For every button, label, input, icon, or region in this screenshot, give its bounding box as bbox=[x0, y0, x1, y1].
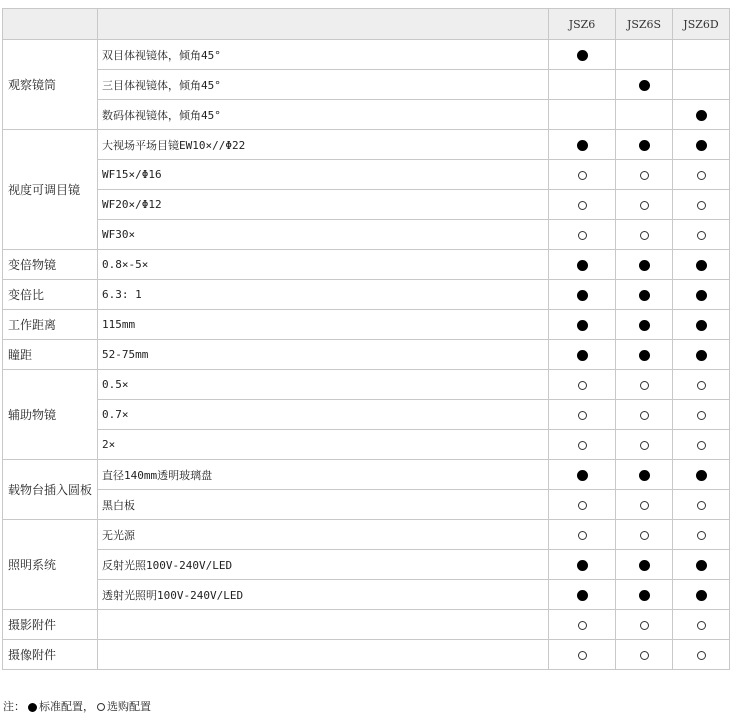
table-row bbox=[3, 490, 730, 520]
item-cell: 6.3: 1 bbox=[98, 280, 549, 310]
filled-circle-icon bbox=[639, 470, 650, 481]
category-cell: 载物台插入圆板 bbox=[3, 460, 98, 520]
item-cell: 0.5× bbox=[98, 370, 549, 400]
filled-circle-icon bbox=[696, 260, 707, 271]
item-cell: 双目体视镜体，倾角45° bbox=[98, 40, 549, 70]
filled-circle-icon bbox=[577, 140, 588, 151]
filled-circle-icon bbox=[639, 350, 650, 361]
mark-cell bbox=[549, 550, 616, 580]
mark-cell bbox=[616, 430, 673, 460]
mark-cell bbox=[616, 280, 673, 310]
header-model-jsz6d: JSZ6D bbox=[673, 9, 730, 40]
hollow-circle-icon bbox=[697, 621, 706, 630]
hollow-circle-icon bbox=[697, 531, 706, 540]
mark-cell bbox=[673, 40, 730, 70]
hollow-circle-icon bbox=[640, 501, 649, 510]
filled-circle-icon bbox=[577, 320, 588, 331]
category-cell: 变倍比 bbox=[3, 280, 98, 310]
mark-cell bbox=[673, 310, 730, 340]
mark-cell bbox=[673, 490, 730, 520]
mark-cell bbox=[673, 370, 730, 400]
mark-cell bbox=[673, 160, 730, 190]
filled-circle-icon bbox=[696, 590, 707, 601]
mark-cell bbox=[616, 580, 673, 610]
item-cell: 数码体视镜体，倾角45° bbox=[98, 100, 549, 130]
mark-cell bbox=[549, 280, 616, 310]
legend-note bbox=[3, 700, 151, 714]
hollow-circle-icon bbox=[697, 651, 706, 660]
mark-cell bbox=[673, 250, 730, 280]
item-cell: 无光源 bbox=[98, 520, 549, 550]
mark-cell bbox=[673, 550, 730, 580]
category-cell: 工作距离 bbox=[3, 310, 98, 340]
hollow-circle-icon bbox=[640, 411, 649, 420]
mark-cell bbox=[616, 250, 673, 280]
filled-circle-icon bbox=[577, 290, 588, 301]
filled-circle-icon bbox=[577, 470, 588, 481]
mark-cell bbox=[549, 220, 616, 250]
table-row bbox=[3, 430, 730, 460]
header-category bbox=[3, 9, 98, 40]
table-row bbox=[3, 70, 730, 100]
filled-circle-icon bbox=[696, 560, 707, 571]
table-row bbox=[3, 610, 730, 640]
category-cell: 变倍物镜 bbox=[3, 250, 98, 280]
mark-cell bbox=[673, 220, 730, 250]
item-cell: 0.7× bbox=[98, 400, 549, 430]
hollow-circle-icon bbox=[640, 381, 649, 390]
mark-cell bbox=[549, 490, 616, 520]
table-row bbox=[3, 520, 730, 550]
table-row bbox=[3, 400, 730, 430]
mark-cell bbox=[673, 460, 730, 490]
hollow-circle-icon bbox=[578, 501, 587, 510]
item-cell: WF30× bbox=[98, 220, 549, 250]
hollow-circle-icon bbox=[578, 411, 587, 420]
filled-circle-icon bbox=[639, 560, 650, 571]
filled-circle-icon bbox=[577, 260, 588, 271]
item-cell bbox=[98, 640, 549, 670]
hollow-circle-icon bbox=[578, 381, 587, 390]
table-row bbox=[3, 250, 730, 280]
category-cell: 摄影附件 bbox=[3, 610, 98, 640]
mark-cell bbox=[549, 70, 616, 100]
legend-standard-label: 标准配置， bbox=[39, 700, 94, 713]
category-cell: 视度可调目镜 bbox=[3, 130, 98, 250]
mark-cell bbox=[673, 100, 730, 130]
mark-cell bbox=[549, 430, 616, 460]
filled-circle-icon bbox=[577, 560, 588, 571]
item-cell: 黑白板 bbox=[98, 490, 549, 520]
category-cell: 照明系统 bbox=[3, 520, 98, 610]
filled-circle-icon bbox=[639, 260, 650, 271]
item-cell: 透射光照明100V-240V/LED bbox=[98, 580, 549, 610]
mark-cell bbox=[549, 580, 616, 610]
hollow-circle-icon bbox=[640, 651, 649, 660]
table-row bbox=[3, 640, 730, 670]
mark-cell bbox=[549, 400, 616, 430]
mark-cell bbox=[616, 220, 673, 250]
hollow-circle-icon bbox=[640, 171, 649, 180]
mark-cell bbox=[673, 130, 730, 160]
item-cell: 52-75mm bbox=[98, 340, 549, 370]
header-row bbox=[3, 9, 730, 40]
hollow-circle-icon bbox=[640, 621, 649, 630]
hollow-circle-icon bbox=[97, 703, 105, 711]
mark-cell bbox=[549, 610, 616, 640]
table-row bbox=[3, 370, 730, 400]
mark-cell bbox=[616, 340, 673, 370]
category-cell: 辅助物镜 bbox=[3, 370, 98, 460]
mark-cell bbox=[673, 520, 730, 550]
item-cell: 三目体视镜体，倾角45° bbox=[98, 70, 549, 100]
mark-cell bbox=[549, 40, 616, 70]
hollow-circle-icon bbox=[640, 441, 649, 450]
mark-cell bbox=[673, 340, 730, 370]
category-cell: 摄像附件 bbox=[3, 640, 98, 670]
header-model-jsz6: JSZ6 bbox=[549, 9, 616, 40]
item-cell: 115mm bbox=[98, 310, 549, 340]
mark-cell bbox=[616, 130, 673, 160]
mark-cell bbox=[549, 190, 616, 220]
table-row bbox=[3, 550, 730, 580]
item-cell: 直径140mm透明玻璃盘 bbox=[98, 460, 549, 490]
hollow-circle-icon bbox=[697, 171, 706, 180]
mark-cell bbox=[616, 610, 673, 640]
item-cell: 2× bbox=[98, 430, 549, 460]
hollow-circle-icon bbox=[697, 411, 706, 420]
hollow-circle-icon bbox=[697, 381, 706, 390]
hollow-circle-icon bbox=[578, 201, 587, 210]
table-header bbox=[3, 9, 730, 40]
table-row bbox=[3, 340, 730, 370]
table-row bbox=[3, 220, 730, 250]
mark-cell bbox=[549, 340, 616, 370]
hollow-circle-icon bbox=[578, 621, 587, 630]
filled-circle-icon bbox=[639, 290, 650, 301]
mark-cell bbox=[549, 640, 616, 670]
filled-circle-icon bbox=[696, 140, 707, 151]
item-cell: 大视场平场目镜EW10×//Φ22 bbox=[98, 130, 549, 160]
mark-cell bbox=[673, 640, 730, 670]
mark-cell bbox=[549, 160, 616, 190]
mark-cell bbox=[616, 550, 673, 580]
table-body bbox=[3, 40, 730, 670]
hollow-circle-icon bbox=[640, 201, 649, 210]
mark-cell bbox=[616, 370, 673, 400]
mark-cell bbox=[549, 460, 616, 490]
hollow-circle-icon bbox=[697, 501, 706, 510]
hollow-circle-icon bbox=[578, 651, 587, 660]
mark-cell bbox=[616, 460, 673, 490]
mark-cell bbox=[616, 310, 673, 340]
hollow-circle-icon bbox=[697, 231, 706, 240]
mark-cell bbox=[616, 400, 673, 430]
table-row bbox=[3, 40, 730, 70]
mark-cell bbox=[549, 100, 616, 130]
table-row bbox=[3, 190, 730, 220]
mark-cell bbox=[616, 160, 673, 190]
mark-cell bbox=[673, 70, 730, 100]
legend-prefix: 注： bbox=[3, 700, 25, 713]
hollow-circle-icon bbox=[640, 531, 649, 540]
table-row bbox=[3, 460, 730, 490]
filled-circle-icon bbox=[696, 110, 707, 121]
mark-cell bbox=[549, 310, 616, 340]
mark-cell bbox=[616, 70, 673, 100]
hollow-circle-icon bbox=[697, 441, 706, 450]
table-row bbox=[3, 130, 730, 160]
filled-circle-icon bbox=[577, 350, 588, 361]
spec-table bbox=[2, 8, 730, 670]
item-cell: 0.8×-5× bbox=[98, 250, 549, 280]
mark-cell bbox=[673, 610, 730, 640]
mark-cell bbox=[673, 190, 730, 220]
category-cell: 瞳距 bbox=[3, 340, 98, 370]
filled-circle-icon bbox=[696, 350, 707, 361]
mark-cell bbox=[673, 400, 730, 430]
filled-circle-icon bbox=[577, 590, 588, 601]
header-model-jsz6s: JSZ6S bbox=[616, 9, 673, 40]
mark-cell bbox=[616, 490, 673, 520]
mark-cell bbox=[616, 100, 673, 130]
hollow-circle-icon bbox=[697, 201, 706, 210]
filled-circle-icon bbox=[696, 470, 707, 481]
mark-cell bbox=[616, 520, 673, 550]
item-cell: 反射光照100V-240V/LED bbox=[98, 550, 549, 580]
mark-cell bbox=[673, 430, 730, 460]
mark-cell bbox=[616, 640, 673, 670]
filled-circle-icon bbox=[639, 80, 650, 91]
mark-cell bbox=[616, 40, 673, 70]
filled-circle-icon bbox=[639, 590, 650, 601]
hollow-circle-icon bbox=[578, 531, 587, 540]
filled-circle-icon bbox=[577, 50, 588, 61]
hollow-circle-icon bbox=[578, 231, 587, 240]
item-cell bbox=[98, 610, 549, 640]
header-item bbox=[98, 9, 549, 40]
filled-circle-icon bbox=[639, 140, 650, 151]
item-cell: WF15×/Φ16 bbox=[98, 160, 549, 190]
mark-cell bbox=[549, 520, 616, 550]
table-row bbox=[3, 160, 730, 190]
filled-circle-icon bbox=[28, 703, 37, 712]
hollow-circle-icon bbox=[578, 171, 587, 180]
mark-cell bbox=[549, 130, 616, 160]
filled-circle-icon bbox=[696, 290, 707, 301]
table-row bbox=[3, 100, 730, 130]
mark-cell bbox=[616, 190, 673, 220]
mark-cell bbox=[673, 280, 730, 310]
legend-optional-label: 选购配置 bbox=[107, 700, 151, 713]
category-cell: 观察镜筒 bbox=[3, 40, 98, 130]
table-row bbox=[3, 310, 730, 340]
table-row bbox=[3, 580, 730, 610]
filled-circle-icon bbox=[696, 320, 707, 331]
mark-cell bbox=[673, 580, 730, 610]
filled-circle-icon bbox=[639, 320, 650, 331]
item-cell: WF20×/Φ12 bbox=[98, 190, 549, 220]
mark-cell bbox=[549, 250, 616, 280]
mark-cell bbox=[549, 370, 616, 400]
table-row bbox=[3, 280, 730, 310]
hollow-circle-icon bbox=[578, 441, 587, 450]
hollow-circle-icon bbox=[640, 231, 649, 240]
